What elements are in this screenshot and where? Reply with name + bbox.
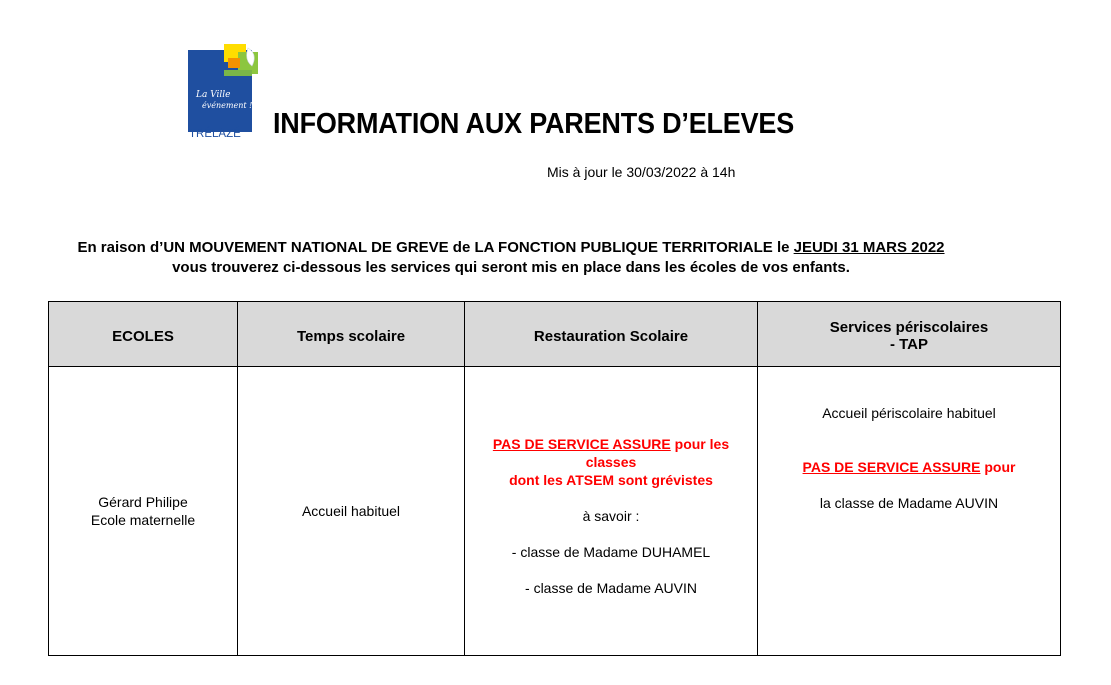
header-schools: ECOLES [49,302,238,367]
periscolaire-alert-line [764,458,1054,476]
update-timestamp: Mis à jour le 30/03/2022 à 14h [547,164,736,180]
cell-catering [465,367,758,656]
school-type: Ecole maternelle [90,512,196,528]
cell-school-time: Accueil habituel [238,367,465,656]
strike-date: JEUDI 31 MARS 2022 [793,239,945,256]
catering-alert: PAS DE SERVICE ASSURE [492,436,671,452]
cell-school [49,367,238,656]
header-school-time: Temps scolaire [238,302,465,367]
header-periscolaire-line-2: - TAP [889,336,929,353]
header-periscolaire [758,302,1061,367]
logo-tagline-2: événement ! [202,101,253,110]
intro-line-1 [0,238,1022,258]
cell-periscolaire [758,367,1061,656]
header-periscolaire-line-1: Services périscolaires [829,319,989,336]
logo-city-name: TRÉLAZÉ [189,128,241,140]
logo-tagline-1: La Ville [196,90,231,100]
trelaze-logo [188,44,264,140]
page-title: INFORMATION AUX PARENTS D’ELEVES [273,108,795,140]
table-row [49,367,1061,656]
catering-alert-line-1 [471,435,751,471]
logo-orange-block [228,58,240,68]
intro-line-2: vous trouverez ci-dessous les services qui seront mis en place dans les écoles de vos enfants. [172,259,850,276]
intro-text [0,238,1022,278]
catering-alert-rest: pour les classes [585,436,730,470]
table-header-row [49,302,1061,367]
periscolaire-alert: PAS DE SERVICE ASSURE [802,459,981,475]
school-name: Gérard Philipe [98,494,188,510]
header-catering: Restauration Scolaire [465,302,758,367]
intro-line-1-text: En raison d’UN MOUVEMENT NATIONAL DE GREVE de LA FONCTION PUBLIQUE TERRITORIALE le [77,239,794,256]
catering-class-1: - classe de Madame DUHAMEL [511,544,711,560]
services-table [48,301,1061,656]
catering-alert-line-2: dont les ATSEM sont grévistes [509,472,713,488]
logo-green-band [224,70,252,76]
periscolaire-usual: Accueil périscolaire habituel [822,405,996,421]
catering-namely: à savoir : [582,508,640,524]
periscolaire-class: la classe de Madame AUVIN [819,495,999,511]
catering-class-2: - classe de Madame AUVIN [525,580,697,596]
periscolaire-alert-rest: pour [980,459,1016,475]
